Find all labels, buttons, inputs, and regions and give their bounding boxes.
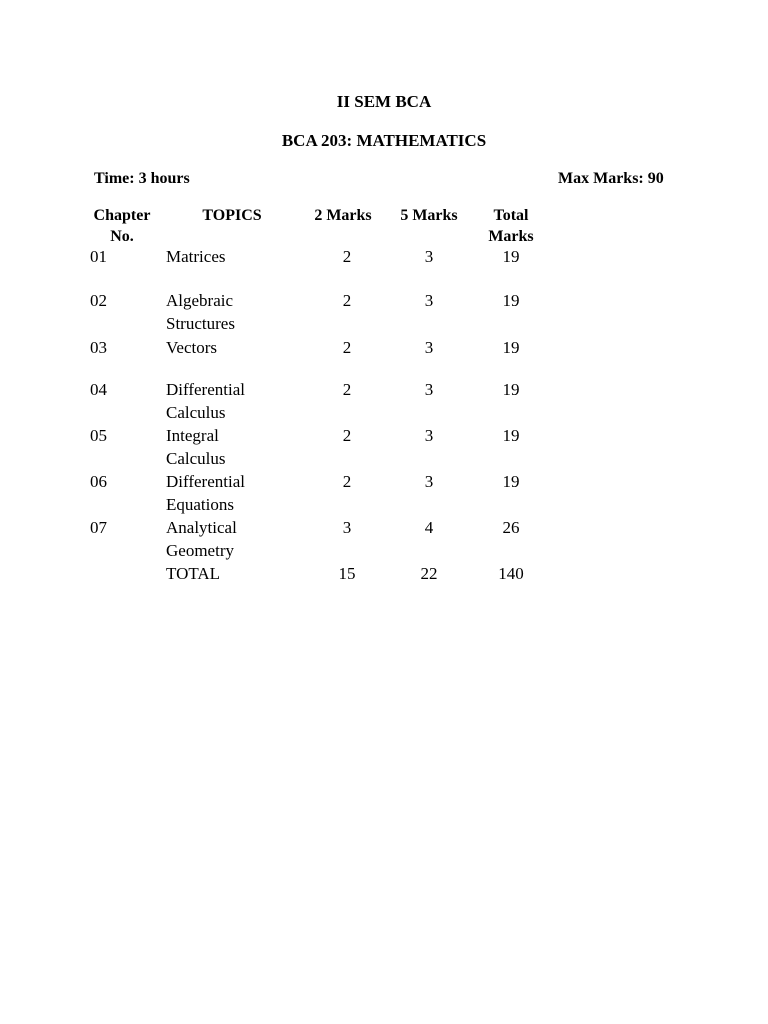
five-marks-count: 4	[424, 518, 434, 537]
total-marks: 19	[502, 338, 520, 357]
five-marks-count: 3	[424, 291, 434, 310]
two-marks-count: 2	[342, 338, 352, 357]
topic-line: Algebraic	[166, 291, 234, 310]
chapter-number: 01	[90, 247, 107, 266]
exam-time: Time: 3 hours	[94, 170, 190, 187]
topic-line: Calculus	[166, 449, 226, 468]
topic-name	[166, 245, 296, 268]
topic-name	[166, 470, 296, 516]
total-five-marks: 22	[420, 564, 438, 583]
header-total-line1: Total	[493, 207, 529, 224]
topic-line: Calculus	[166, 403, 226, 422]
header-chapter-no	[84, 205, 160, 247]
topic-name	[166, 516, 296, 562]
total-marks: 19	[502, 472, 520, 491]
topic-line: Vectors	[166, 338, 217, 357]
two-marks-count: 3	[342, 518, 352, 537]
total-marks: 19	[502, 380, 520, 399]
five-marks-count: 3	[424, 338, 434, 357]
topic-name	[166, 336, 296, 359]
grand-total-marks: 140	[498, 564, 524, 583]
total-marks: 19	[502, 247, 520, 266]
two-marks-count: 2	[342, 426, 352, 445]
two-marks-count: 2	[342, 291, 352, 310]
topic-line: Geometry	[166, 541, 234, 560]
two-marks-count: 2	[342, 380, 352, 399]
topic-name	[166, 289, 296, 335]
topic-line: Differential	[166, 380, 245, 399]
topic-line: Equations	[166, 495, 234, 514]
semester-title: II SEM BCA	[336, 92, 432, 111]
total-marks: 19	[502, 426, 520, 445]
total-two-marks: 15	[338, 564, 356, 583]
five-marks-count: 3	[424, 380, 434, 399]
chapter-number: 03	[90, 338, 107, 357]
header-topics: TOPICS	[202, 207, 262, 224]
topic-line: Matrices	[166, 247, 226, 266]
header-total-line2: Marks	[488, 228, 534, 245]
max-marks: Max Marks: 90	[558, 170, 664, 187]
course-title: BCA 203: MATHEMATICS	[281, 131, 487, 150]
total-label: TOTAL	[166, 564, 221, 583]
header-5-marks: 5 Marks	[400, 207, 458, 224]
topic-line: Differential	[166, 472, 245, 491]
header-chapter-line1: Chapter	[93, 207, 151, 224]
header-2-marks: 2 Marks	[314, 207, 372, 224]
topic-name	[166, 424, 296, 470]
two-marks-count: 2	[342, 247, 352, 266]
topic-line: Integral	[166, 426, 219, 445]
two-marks-count: 2	[342, 472, 352, 491]
total-marks: 19	[502, 291, 520, 310]
chapter-number: 02	[90, 291, 107, 310]
chapter-number: 04	[90, 380, 107, 399]
chapter-number: 05	[90, 426, 107, 445]
total-marks: 26	[502, 518, 520, 537]
header-chapter-line2: No.	[110, 228, 134, 245]
topic-line: Analytical	[166, 518, 237, 537]
topic-name	[166, 378, 296, 424]
topic-line: Structures	[166, 314, 235, 333]
five-marks-count: 3	[424, 472, 434, 491]
five-marks-count: 3	[424, 247, 434, 266]
chapter-number: 06	[90, 472, 107, 491]
header-total-marks	[480, 205, 542, 247]
chapter-number: 07	[90, 518, 107, 537]
five-marks-count: 3	[424, 426, 434, 445]
